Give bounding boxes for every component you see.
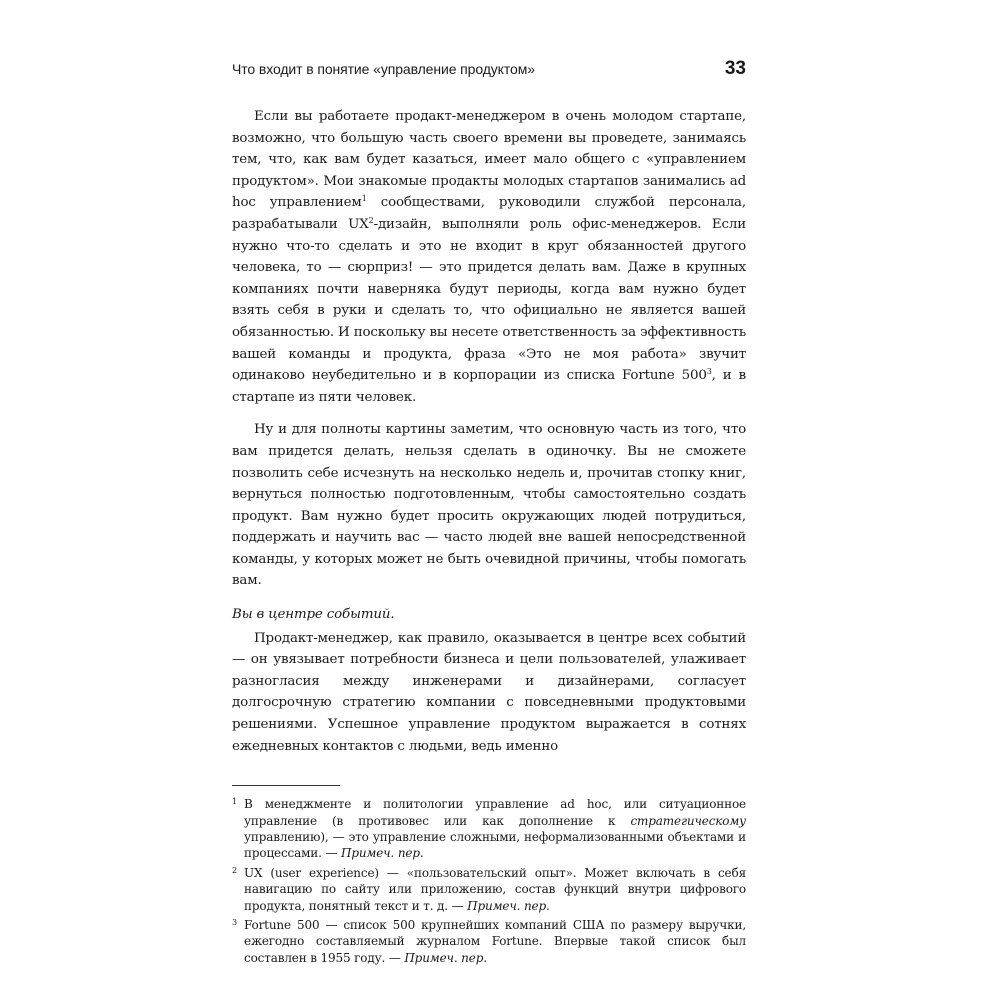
footnote-2-text: UX (user experience) — «пользовательский опыт». Может включать в себя навигацию по сайту или приложению, состав функций внутри цифрового продукта, понятный текст и т. д. —	[244, 865, 746, 913]
footnote-2-note: Примеч. пер.	[467, 898, 550, 913]
footnote-divider	[232, 785, 340, 786]
footnote-1-text-before: В менеджменте и политологии управление ad hoc, или ситуационное управление (в противовес или как дополнение к	[244, 797, 746, 828]
book-page	[232, 58, 746, 969]
footnote-ref-2: 2	[368, 215, 374, 225]
running-title: Что входит в понятие «управление продуктом»	[232, 61, 535, 77]
paragraph-1-part-b: сообществами, руководили службой персонала, разрабатывали UX	[232, 195, 746, 232]
footnote-ref-1: 1	[361, 194, 367, 204]
body-text	[232, 106, 746, 757]
footnote-1-note: Примеч. пер.	[341, 846, 424, 861]
footnote-3	[232, 917, 746, 966]
section-paragraph: Продакт-менеджер, как правило, оказывается в центре всех событий — он увязывает потребности бизнеса и цели пользователей, улаживает разногласия между инженерами и дизайнерами, согласует долгосрочную стратегию компании с повседневными продуктовыми решениями. Успешное управление продуктом выражается в сотнях ежедневных контактов с людьми, ведь именно	[232, 630, 746, 754]
footnote-1-text-after: управлению), — это управление сложными, неформализованными объектами и процессами. —	[244, 830, 746, 861]
footnote-mark: 1	[232, 797, 237, 807]
footnote-3-text: Fortune 500 — список 500 крупнейших компаний США по размеру выручки, ежегодно составляемый журналом Fortune. Впервые такой список был составлен в 1955 году. —	[244, 918, 746, 965]
footnote-2	[232, 865, 746, 914]
footnote-text	[244, 917, 746, 966]
running-header	[232, 58, 746, 88]
footnotes	[232, 796, 746, 966]
footnote-ref-3: 3	[706, 367, 712, 377]
paragraph-2: Ну и для полноты картины заметим, что основную часть из того, что вам придется делать, нельзя сделать в одиночку. Вы не сможете позволить себе исчезнуть на несколько недель и, прочитав стопку книг, вернуться полностью подготовленным, чтобы самостоятельно создать продукт. Вам нужно будет просить окружающих людей потрудиться, поддержать и научить вас — часто людей вне вашей непосредственной команды, у которых может не быть очевидной причины, чтобы помогать вам.	[232, 422, 746, 589]
footnote-1-italic-word: стратегическому	[630, 813, 746, 828]
footnote-text	[244, 865, 746, 914]
paragraph-1-part-a: Если вы работаете продакт-менеджером в очень молодом стартапе, возможно, что большую часть своего времени вы проведете, занимаясь тем, что, как вам будет казаться, имеет мало общего с «управлением продуктом». Мои знакомые продакты молодых стартапов занимались ad hoc управлением	[232, 109, 746, 211]
paragraph-1-part-c: -дизайн, выполняли роль офис-менеджеров. Если нужно что-то сделать и это не входит в круг обязанностей другого человека, то — сюрприз! — это придется делать вам. Даже в крупных компаниях почти наверняка будут периоды, когда вам нужно будет взять себя в руки и сделать то, что официально не является вашей обязанностью. И поскольку вы несете ответственность за эффективность вашей команды и продукта, фраза «Это не моя работа» звучит одинаково неубедительно и в корпорации из списка Fortune 500	[232, 216, 747, 384]
paragraph-1	[232, 106, 746, 408]
footnote-text	[244, 796, 746, 862]
section-heading: Вы в центре событий.	[232, 607, 395, 623]
page-number: 33	[724, 58, 746, 79]
paragraph-1-part-d: , и в стартапе из пяти человек.	[232, 368, 746, 405]
footnote-1	[232, 796, 746, 862]
footnote-mark: 3	[232, 918, 237, 928]
footnote-3-note: Примеч. пер.	[404, 950, 487, 965]
footnote-mark: 2	[232, 865, 237, 875]
